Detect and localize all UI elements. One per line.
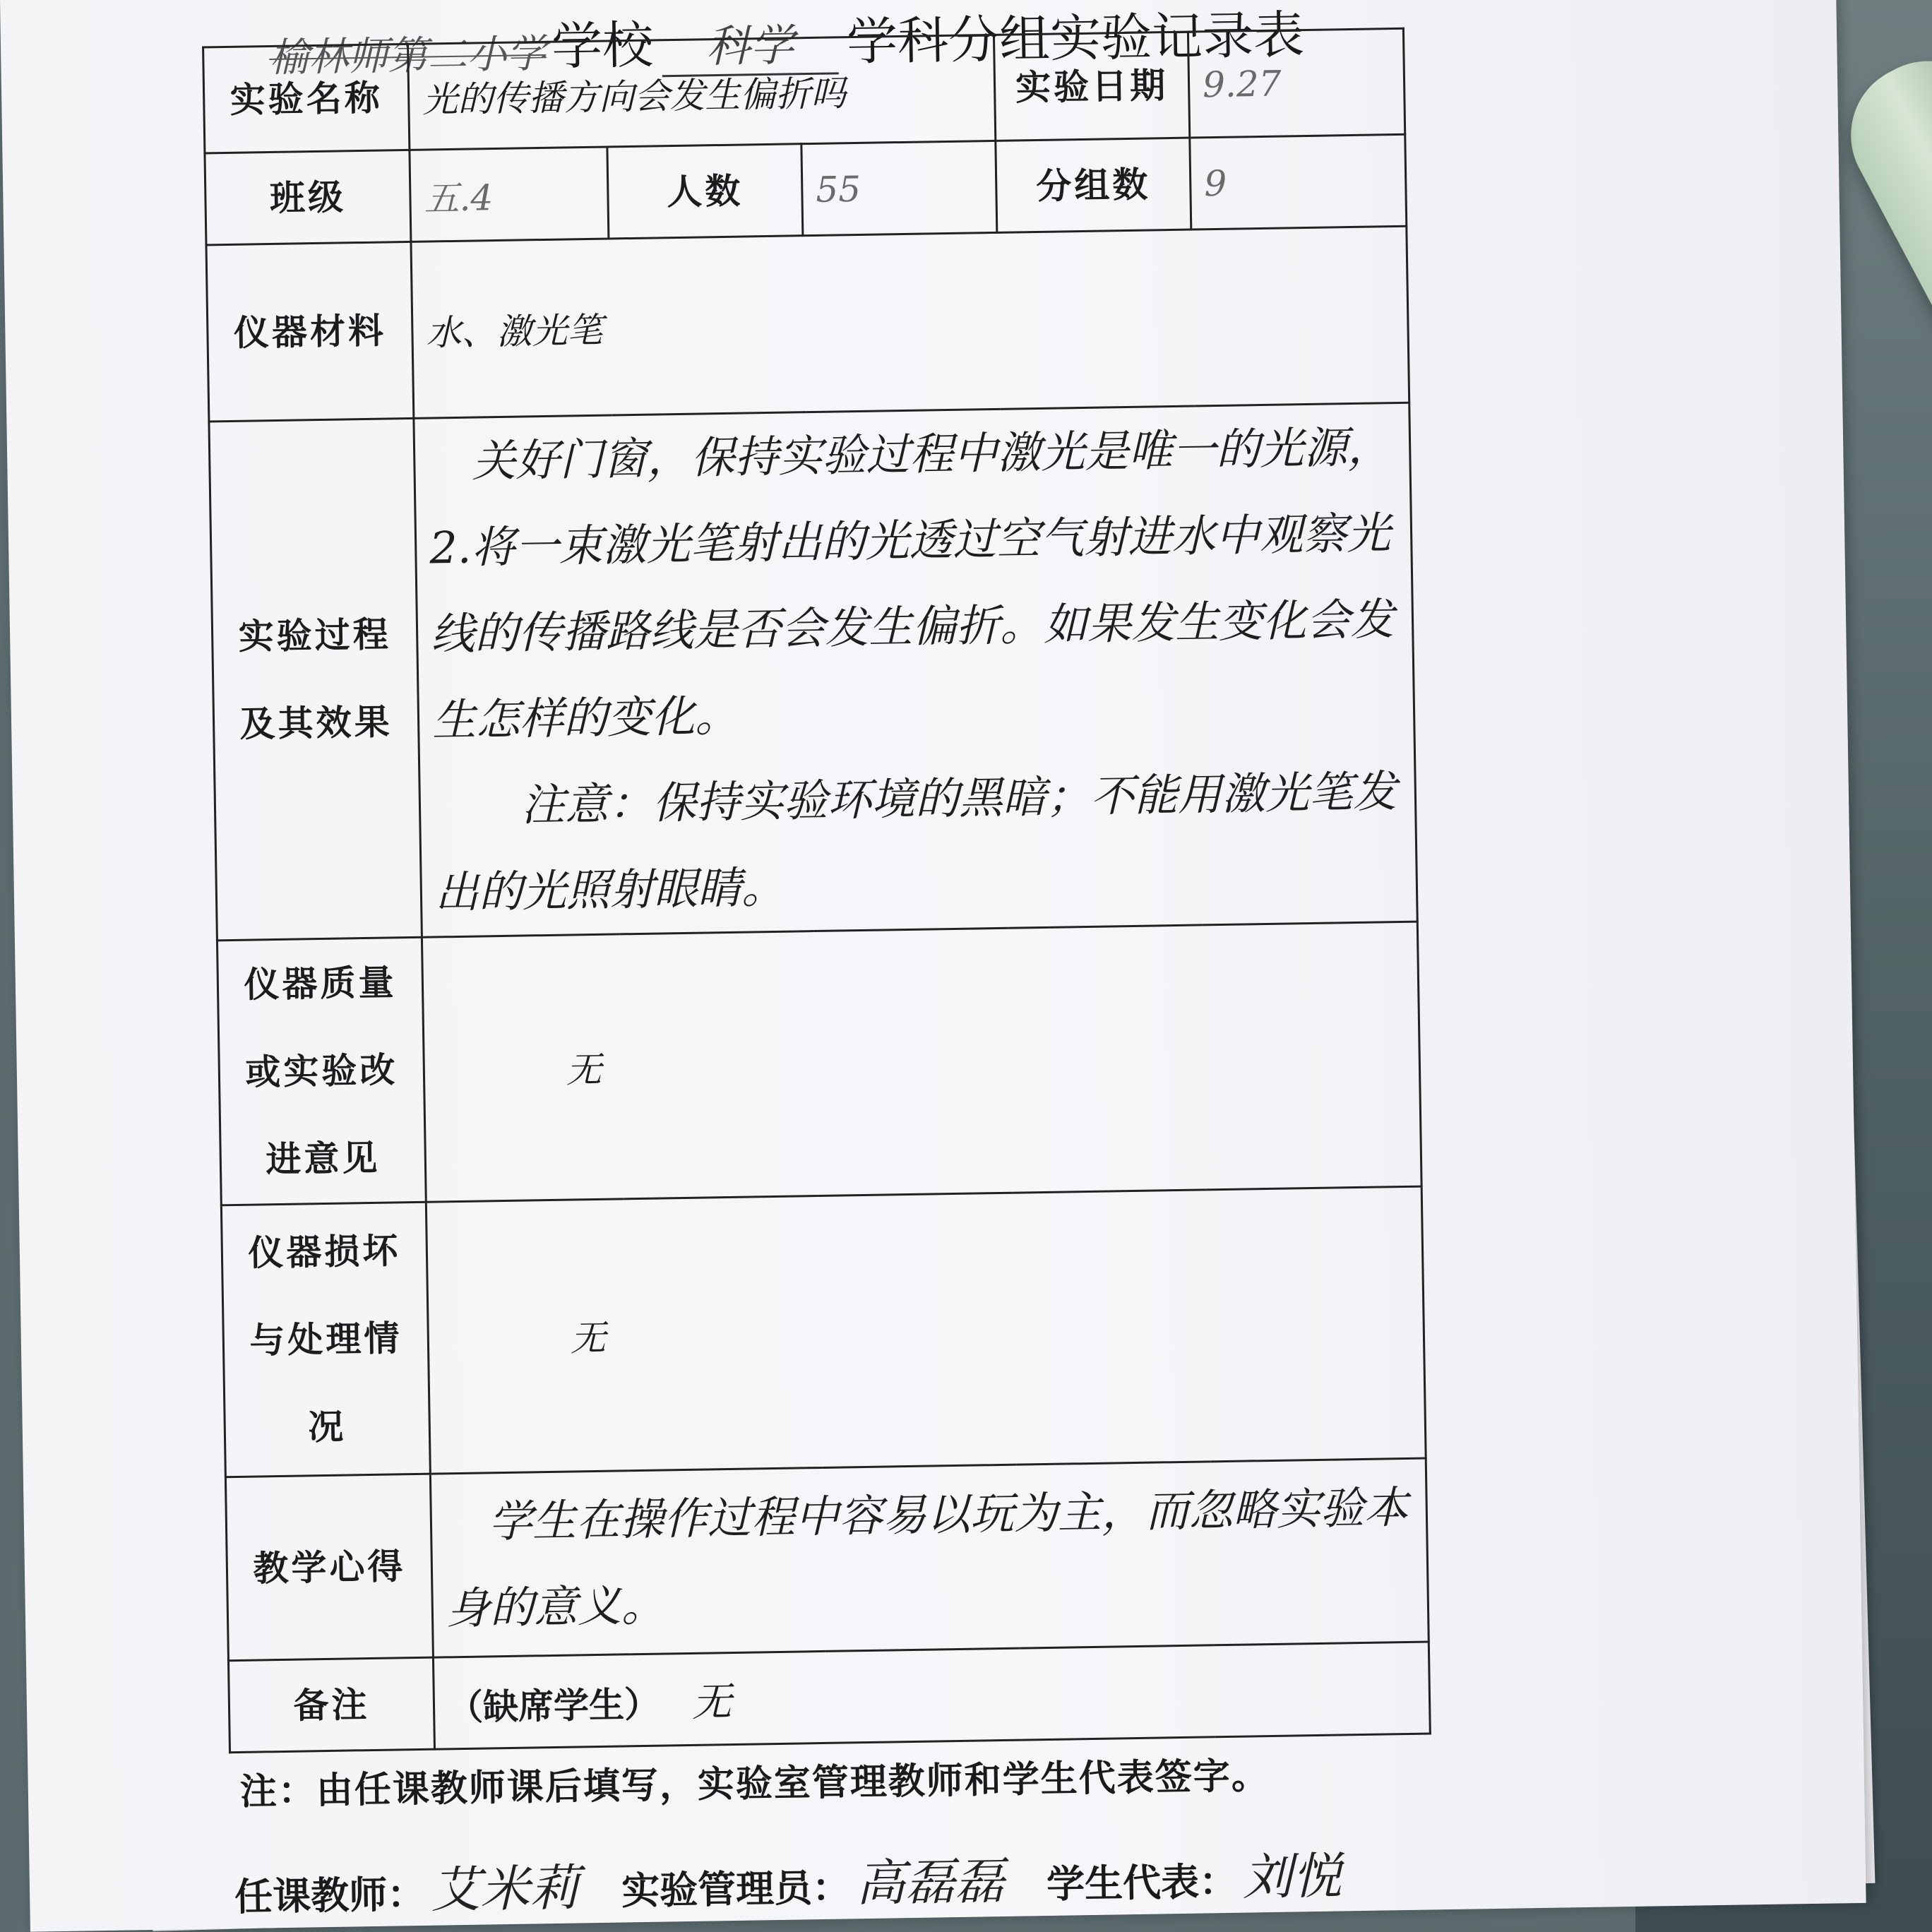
quality-label: 仪器质量或实验改进意见 (217, 937, 426, 1205)
experiment-name-value: 光的传播方向会发生偏折吗 (408, 35, 996, 150)
materials-value: 水、激光笔 (411, 226, 1409, 418)
remark-value: 无 (691, 1678, 732, 1726)
date-value: 9.27 (1188, 28, 1405, 138)
quality-value: 无 (422, 922, 1421, 1202)
people-label: 人数 (607, 144, 803, 239)
student-rep-label: 学生代表： (1046, 1859, 1238, 1907)
teacher-signature (234, 1848, 580, 1925)
process-caution: 注意：保持实验环境的黑暗；不能用激光笔发出的光照射眼睛。 (434, 765, 1397, 919)
school-suffix: 学校 (551, 15, 654, 76)
lab-admin-label: 实验管理员： (621, 1865, 851, 1914)
teacher-name: 艾米莉 (430, 1859, 580, 1919)
teaching-label: 教学心得 (225, 1474, 433, 1661)
teacher-label: 任课教师： (234, 1871, 426, 1920)
teaching-cell (430, 1458, 1429, 1657)
record-table (202, 28, 1431, 1753)
class-label: 班级 (205, 150, 411, 245)
people-value: 55 (801, 141, 997, 235)
groups-value: 9 (1190, 134, 1407, 229)
student-rep-signature (1046, 1836, 1342, 1912)
damage-value: 无 (426, 1186, 1426, 1474)
teaching-value: 学生在操作过程中容易以玩为主，而忽略实验本身的意义。 (446, 1481, 1409, 1634)
row-materials (206, 226, 1409, 422)
subject-handwritten: 科学 (661, 9, 838, 77)
remark-printed: （缺席学生） (447, 1683, 660, 1728)
remark-label: 备注 (228, 1657, 434, 1753)
row-quality (217, 922, 1421, 1205)
process-label: 实验过程及其效果 (209, 418, 422, 940)
row-process (209, 402, 1417, 941)
school-name-handwritten: 榆林师第二小学 (268, 30, 547, 82)
remark-cell (433, 1642, 1430, 1749)
lab-admin-signature (621, 1842, 1005, 1919)
experiment-name-label: 实验名称 (203, 44, 410, 153)
groups-label: 分组数 (996, 138, 1191, 232)
date-label: 实验日期 (994, 32, 1189, 141)
materials-label: 仪器材料 (206, 242, 414, 422)
damage-label: 仪器损坏与处理情况 (221, 1202, 430, 1477)
row-damage (221, 1186, 1426, 1477)
student-rep-name: 刘悦 (1242, 1847, 1342, 1907)
class-value: 五.4 (410, 147, 609, 242)
signature-line (234, 1835, 1470, 1925)
row-experiment-name (203, 28, 1405, 153)
process-cell (414, 402, 1417, 937)
process-text: 关好门窗，保持实验过程中激光是唯一的光源，2.将一束激光笔射出的光透过空气射进水中观察光线的传播路线是否会发生偏折。如果发生变化会发生怎样的变化。 (429, 421, 1395, 746)
row-teaching (225, 1458, 1429, 1661)
footer-note: 注：由任课教师课后填写，实验室管理教师和学生代表签字。 (239, 1755, 1270, 1813)
row-remark (228, 1642, 1430, 1753)
sheet-title: 学科分组实验记录表 (846, 4, 1305, 72)
lab-admin-name: 高磊磊 (855, 1852, 1005, 1913)
